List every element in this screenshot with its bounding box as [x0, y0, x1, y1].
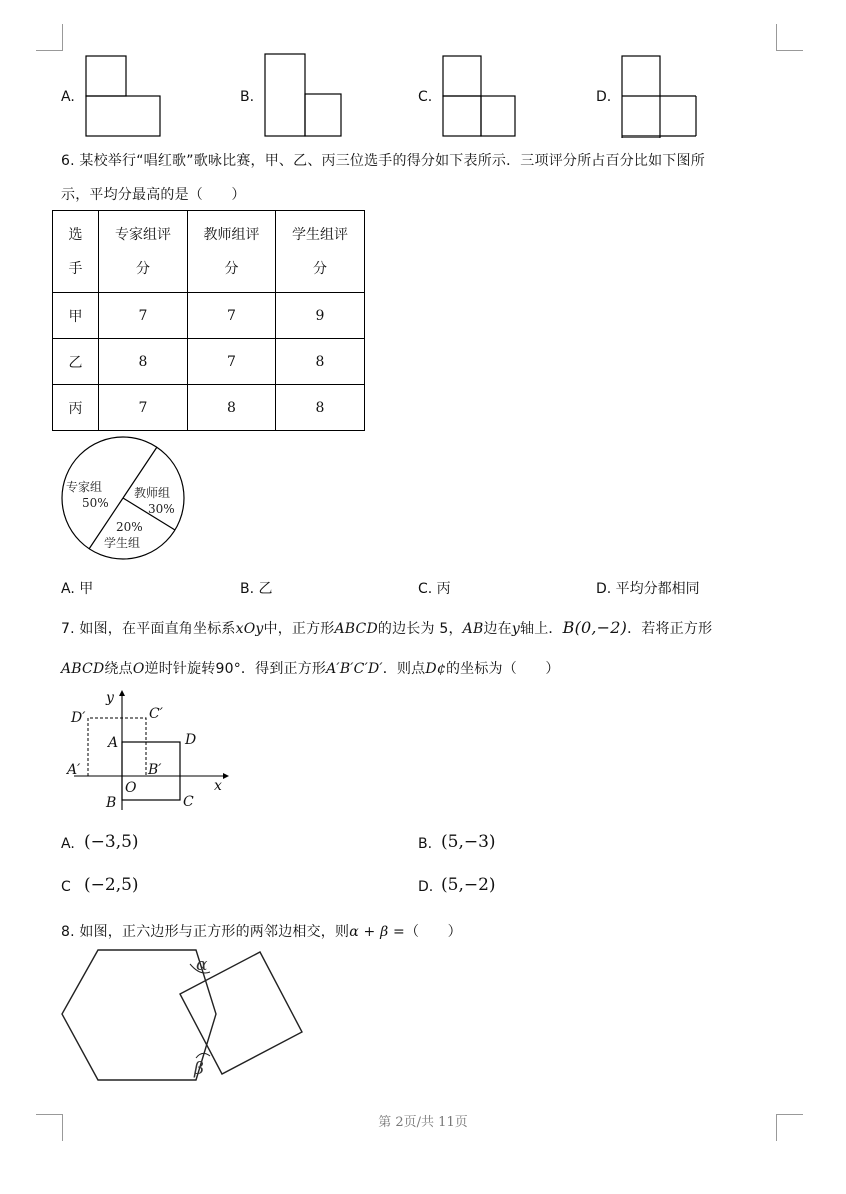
- q7-option-a-label: A.: [61, 836, 75, 852]
- q7-math-y: y: [511, 621, 520, 637]
- table-cell: 9: [276, 293, 365, 339]
- q7-option-d-label: D.: [418, 879, 434, 895]
- angle-alpha-label: α: [196, 955, 208, 975]
- q7-math-abcd: ABCD: [334, 621, 378, 637]
- table-cell: 丙: [53, 385, 99, 431]
- table-cell: 8: [276, 339, 365, 385]
- q6-stem-line-1: 6. 某校举行“唱红歌”歌咏比赛，甲、乙、丙三位选手的得分如下表所示．三项评分所占百分比如下图所: [61, 153, 705, 169]
- pie-label-student-percent: 20%: [116, 520, 143, 534]
- q7-text: ．若将正方形: [627, 621, 713, 637]
- q8-text: （ ）: [404, 924, 462, 940]
- corner-mark-top-left: [36, 24, 63, 51]
- table-cell: 8: [188, 385, 276, 431]
- q5-option-b-figure: [263, 52, 343, 138]
- q5-option-d-figure: [620, 54, 698, 138]
- label-b: B: [106, 795, 117, 811]
- pie-label-teacher-percent: 30%: [148, 502, 175, 516]
- q7-text: ．则点: [382, 661, 426, 677]
- q7-option-a-value: (−3,5): [84, 832, 139, 852]
- q8-stem: [61, 921, 462, 941]
- header-line: 手: [68, 260, 83, 277]
- q5-option-a-label: A.: [61, 89, 75, 105]
- q6-option-c: C. 丙: [418, 581, 451, 597]
- table-header-cell: [99, 211, 188, 293]
- table-row: [53, 293, 365, 339]
- regular-hexagon: [62, 950, 216, 1080]
- label-y-axis: y: [106, 690, 114, 706]
- q8-math-expression: α + β =: [349, 924, 405, 940]
- header-line: 教师组评: [203, 226, 260, 243]
- label-c: C: [183, 794, 194, 810]
- header-line: 选: [68, 226, 83, 243]
- table-header-cell: [53, 211, 99, 293]
- q7-text: 中，正方形: [263, 621, 335, 637]
- label-d-prime: D′: [71, 710, 86, 726]
- q7-math-o: O: [132, 661, 145, 677]
- table-cell: 8: [276, 385, 365, 431]
- q6-option-d: D. 平均分都相同: [596, 581, 700, 597]
- pie-label-expert: 专家组: [66, 480, 103, 494]
- label-d: D: [185, 732, 197, 748]
- q7-math-ab: AB: [462, 621, 484, 637]
- label-a-prime: A′: [67, 762, 81, 778]
- table-header-cell: [276, 211, 365, 293]
- q6-score-table: [52, 210, 365, 431]
- q7-text: 逆时针旋转90°．得到正方形: [144, 661, 327, 677]
- q7-text: 的坐标为（ ）: [445, 661, 560, 677]
- q6-option-a: A. 甲: [61, 581, 94, 597]
- table-cell: 7: [99, 385, 188, 431]
- table-header-row: [53, 211, 365, 293]
- table-row: [53, 385, 365, 431]
- angle-beta-label: β: [194, 1059, 204, 1079]
- q8-text: 8. 如图，正六边形与正方形的两邻边相交，则: [61, 924, 350, 940]
- q5-option-c-label: C.: [418, 89, 433, 105]
- q6-stem-line-2: 示，平均分最高的是（ ）: [61, 187, 246, 203]
- q7-math-abcd: ABCD: [61, 661, 105, 677]
- table-cell: 7: [99, 293, 188, 339]
- q7-stem-line-1: [61, 618, 712, 638]
- table-cell: 8: [99, 339, 188, 385]
- page-footer: 第 2页/共 11页: [378, 1115, 468, 1130]
- label-origin: O: [125, 780, 137, 796]
- table-cell: 7: [188, 293, 276, 339]
- corner-mark-top-right: [776, 24, 803, 51]
- label-b-prime: B′: [148, 762, 162, 778]
- q7-coordinate-figure: [60, 688, 230, 814]
- q7-option-c-label: C: [61, 879, 71, 895]
- table-header-cell: [188, 211, 276, 293]
- q5-option-d-label: D.: [596, 89, 612, 105]
- q7-text: 绕点: [104, 661, 133, 677]
- table-cell: 7: [188, 339, 276, 385]
- q7-text: 的边长为 5，: [377, 621, 463, 637]
- q7-text: 7. 如图，在平面直角坐标系: [61, 621, 236, 637]
- q7-math-b-point: B(0,−2): [562, 618, 628, 637]
- pie-label-student: 学生组: [104, 536, 141, 550]
- q7-option-b-value: (5,−3): [441, 832, 496, 852]
- q5-option-c-figure: [441, 54, 517, 138]
- header-line: 学生组评: [292, 226, 348, 243]
- header-line: 专家组评: [115, 226, 171, 243]
- label-a: A: [108, 735, 119, 751]
- label-c-prime: C′: [149, 706, 163, 722]
- table-cell: 甲: [53, 293, 99, 339]
- pie-label-expert-percent: 50%: [82, 496, 109, 510]
- header-line: 分: [313, 260, 327, 277]
- q6-pie-chart: [58, 436, 190, 562]
- q7-math-xoy: xOy: [235, 621, 264, 637]
- table-row: [53, 339, 365, 385]
- q5-option-b-label: B.: [240, 89, 255, 105]
- q7-stem-line-2: [61, 658, 560, 678]
- q7-math-d-prime: D¢: [425, 661, 446, 677]
- q7-math-prime-square: A′B′C′D′: [326, 661, 383, 677]
- q7-option-d-value: (5,−2): [441, 875, 496, 895]
- q6-option-b: B. 乙: [240, 581, 273, 597]
- q7-text: 边在: [483, 621, 512, 637]
- q7-option-b-label: B.: [418, 836, 433, 852]
- table-cell: 乙: [53, 339, 99, 385]
- pie-label-teacher: 教师组: [134, 486, 171, 500]
- q7-option-c-value: (−2,5): [84, 875, 139, 895]
- q5-option-a-figure: [84, 54, 162, 138]
- q7-text: 轴上．: [520, 621, 563, 637]
- header-line: 分: [224, 260, 239, 277]
- label-x-axis: x: [214, 778, 222, 794]
- header-line: 分: [136, 260, 150, 277]
- q8-hexagon-square-figure: [58, 946, 308, 1084]
